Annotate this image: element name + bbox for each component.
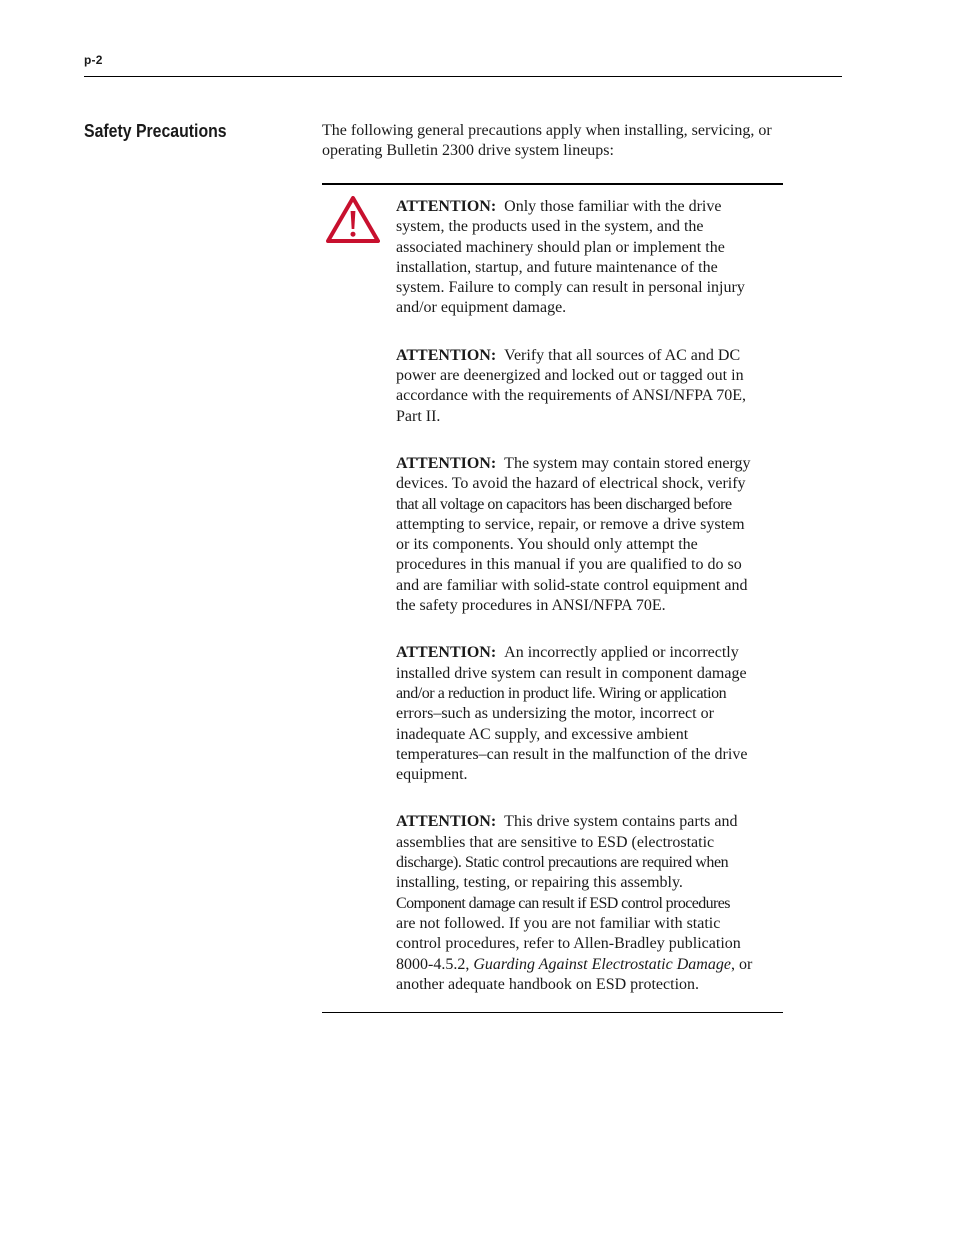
notice-line: [396, 812, 786, 832]
notice-line: associated machinery should plan or implement the: [396, 238, 725, 256]
notice-text: Only those familiar with the drive: [504, 198, 722, 215]
attention-notice: [396, 346, 786, 427]
notice-text: This drive system contains parts and: [504, 813, 738, 831]
notice-line: errors–such as undersizing the motor, incorrect or: [396, 705, 714, 723]
page-number: p-2: [84, 53, 103, 67]
notice-line: [396, 454, 786, 474]
attention-notice: [396, 643, 786, 785]
intro-paragraph: [322, 121, 822, 162]
notice-line: procedures in this manual if you are qualified to do so: [396, 556, 742, 574]
notice-line: and/or equipment damage.: [396, 299, 567, 317]
notice-line: attempting to service, repair, or remove a drive system: [396, 515, 745, 533]
notice-line: inadequate AC supply, and excessive ambient: [396, 725, 689, 743]
notice-line: devices. To avoid the hazard of electrical shock, verify: [396, 475, 746, 493]
attention-label: ATTENTION:: [396, 346, 497, 364]
notice-line: discharge). Static control precautions are required when: [396, 854, 729, 872]
notice-line: installed drive system can result in component damage: [396, 664, 747, 682]
notice-line: system. Failure to comply can result in personal injury: [396, 279, 745, 297]
notice-text: The system may contain stored energy: [504, 454, 751, 472]
notice-line: Part II.: [396, 407, 441, 425]
notice-text: Verify that all sources of AC and DC: [504, 346, 741, 364]
notice-line: temperatures–can result in the malfunction of the drive: [396, 745, 748, 763]
publication-suffix: , or: [730, 955, 753, 973]
attention-notice: [396, 197, 786, 319]
notice-line: assemblies that are sensitive to ESD (electrostatic: [396, 833, 715, 851]
attention-notice: [396, 454, 786, 616]
notice-line: and are familiar with solid-state control equipment and: [396, 576, 748, 594]
notice-line: accordance with the requirements of ANSI/NFPA 70E,: [396, 387, 747, 405]
notice-box-top-rule: [322, 183, 783, 185]
publication-number: 8000-4.5.2,: [396, 955, 474, 973]
attention-label: ATTENTION:: [396, 198, 497, 215]
notice-line: power are deenergized and locked out or tagged out in: [396, 367, 744, 385]
notice-line: installation, startup, and future maintenance of the: [396, 258, 718, 276]
attention-notices: [396, 197, 786, 1022]
intro-line: The following general precautions apply when installing, servicing, or: [322, 122, 772, 139]
notice-line: are not followed. If you are not familiar with static: [396, 914, 721, 932]
notice-line: [396, 346, 786, 366]
header-rule: [84, 76, 842, 77]
section-heading: Safety Precautions: [84, 121, 227, 141]
notice-line: Component damage can result if ESD control procedures: [396, 894, 730, 912]
notice-text: An incorrectly applied or incorrectly: [504, 644, 739, 662]
attention-notice: [396, 812, 786, 995]
publication-title: Guarding Against Electrostatic Damage: [473, 955, 731, 973]
notice-line: or its components. You should only attempt the: [396, 536, 698, 554]
notice-line: and/or a reduction in product life. Wiring or application: [396, 684, 727, 702]
notice-line: [396, 955, 786, 975]
notice-line: the safety procedures in ANSI/NFPA 70E.: [396, 597, 666, 615]
attention-label: ATTENTION:: [396, 644, 497, 662]
notice-line: equipment.: [396, 766, 468, 784]
intro-line: operating Bulletin 2300 drive system lineups:: [322, 142, 614, 160]
notice-line: another adequate handbook on ESD protection.: [396, 975, 700, 993]
notice-line: control procedures, refer to Allen-Bradley publication: [396, 935, 741, 953]
attention-label: ATTENTION:: [396, 813, 497, 831]
notice-line: system, the products used in the system, and the: [396, 218, 704, 236]
attention-label: ATTENTION:: [396, 454, 497, 472]
notice-line: that all voltage on capacitors has been discharged before: [396, 495, 732, 513]
notice-line: [396, 197, 786, 217]
notice-line: [396, 643, 786, 663]
notice-box-bottom-rule: [322, 1012, 783, 1013]
warning-triangle-icon: [326, 196, 380, 243]
notice-line: installing, testing, or repairing this assembly.: [396, 874, 683, 892]
